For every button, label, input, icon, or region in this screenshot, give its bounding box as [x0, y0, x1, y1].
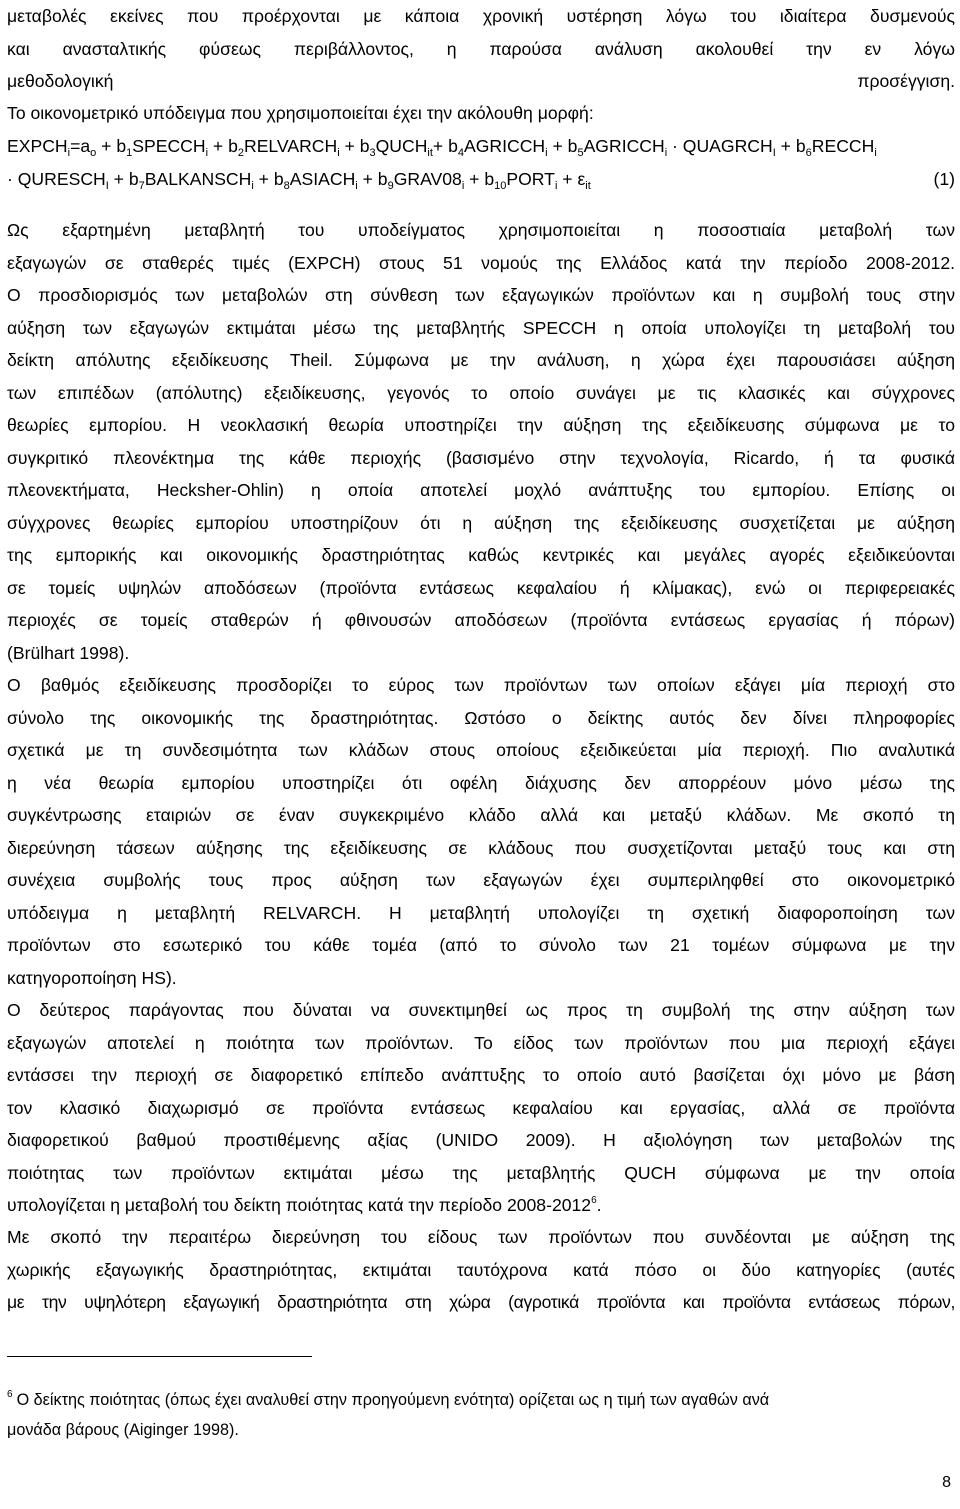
equation-term: + b: [208, 136, 238, 156]
equation-subscript: 6: [805, 147, 812, 159]
equation-term: GRAV08: [393, 169, 462, 189]
text-line: εξαγωγών σε σταθερές τιμές (EXPCH) στους 51 νομούς της Ελλάδος κατά την περίοδο 2008-2012.: [7, 252, 955, 273]
text-line: μεταβολές εκείνες που προέρχονται με κάποια χρονική υστέρηση λόγω του ιδιαίτερα δυσμενούς: [7, 6, 955, 26]
text-line: πλεονεκτήματα, Hecksher-Ohlin) η οποία αποτελεί μοχλό ανάπτυξης του εμπορίου. Επίσης οι: [7, 480, 955, 500]
equation-term: + b: [357, 169, 388, 189]
text-line: σε τομείς υψηλών αποδόσεων (προϊόντα εντάσεως κεφαλαίου ή κλίμακας), ενώ οι περιφερειακές: [7, 577, 955, 598]
equation-term: · QURESCH: [7, 169, 106, 189]
equation-subscript: 9: [387, 180, 394, 192]
text-line: και ανασταλτικής φύσεως περιβάλλοντος, η παρούσα ανάλυση ακολουθεί την εν λόγω: [7, 38, 955, 59]
equation-subscript: i: [337, 147, 340, 159]
text-segment: Ο δείκτης ποιότητας (όπως έχει αναλυθεί στην προηγούμενη ενότητα) ορίζεται ως η τιμή των αγαθών ανά: [16, 1391, 770, 1409]
text-line: εντάσσει την περιοχή σε διαφορετικό επίπεδο ανάπτυξης το οποίο αυτό βασίζεται όχι μόνο με βάση: [7, 1065, 955, 1085]
text-line: υπόδειγμα η μεταβλητή RELVARCH. Η μεταβλητή υπολογίζει τη σχετική διαφοροποίηση των: [7, 902, 955, 923]
equation-subscript: i: [461, 180, 465, 192]
text-line: περιοχές σε τομείς σταθερών ή φθινουσών αποδόσεων (προϊόντα εντάσεως εργασίας ή πόρων): [7, 610, 955, 630]
equation-subscript: i: [554, 180, 558, 192]
text-line: [7, 1189, 955, 1222]
equation-term: =a: [70, 136, 91, 156]
equation-subscript: 8: [283, 180, 290, 192]
text-line: σχετικά με τη συνδεσιμότητα των κλάδων στους οποίους εξειδικεύεται μία περιοχή. Πιο αναλυτικά: [7, 740, 955, 760]
equation-subscript: 2: [237, 147, 244, 159]
text-line: (Brülhart 1998).: [7, 642, 130, 663]
text-segment: υπολογίζεται η μεταβολή του δείκτη ποιότητας κατά την περίοδο 2008-2012: [7, 1195, 592, 1215]
text-line: χωρικής εξαγωγικής δραστηριότητας, εκτιμάται ταυτόχρονα κατά πόσο οι δύο κατηγορίες (αυτές: [7, 1259, 955, 1280]
equation-term: AGRICCH: [464, 136, 546, 156]
text-line: Με σκοπό την περαιτέρω διερεύνηση του είδους των προϊόντων που συνδέονται με αύξηση της: [7, 1227, 955, 1247]
paragraph-body-4: [7, 1221, 955, 1319]
text-line: δείκτη απόλυτης εξειδίκευσης Theil. Σύμφωνα με την ανάλυση, η χώρα έχει παρουσιάσει αύξηση: [7, 350, 955, 370]
text-line: διερεύνηση τάσεων αύξησης της εξειδίκευσης σε κλάδους που συσχετίζονται μεταξύ τους και στη: [7, 837, 955, 858]
equation-term: AGRICCH: [583, 136, 665, 156]
footnote-reference[interactable]: 6: [591, 1195, 597, 1206]
equation-subscript: i: [251, 180, 254, 192]
equation-term: SPECCH: [132, 136, 206, 156]
equation-subscript: 7: [138, 180, 145, 192]
text-line: των επιπέδων (απόλυτης) εξειδίκευσης, γεγονός το οποίο συνάγει με τις κλασικές και σύγχρονες: [7, 382, 955, 403]
text-line: Ο βαθμός εξειδίκευσης προσδορίζει το εύρος των προϊόντων των οποίων εξάγει μία περιοχή στο: [7, 675, 955, 695]
text-line: σύνολο της οικονομικής της δραστηριότητας. Ωστόσο ο δείκτης αυτός δεν δίνει πληροφορίες: [7, 707, 955, 728]
equation-subscript: i: [67, 147, 71, 159]
paragraph-body-3: [7, 994, 955, 1222]
equation-subscript: i: [874, 147, 877, 159]
text-line: τον κλασικό διαχωρισμό σε προϊόντα εντάσεως κεφαλαίου και εργασίας, αλλά σε προϊόντα: [7, 1097, 955, 1118]
text-line: Ο δεύτερος παράγοντας που δύναται να συνεκτιμηθεί ως προς τη συμβολή της στην αύξηση των: [7, 1000, 955, 1020]
text-line: Το οικονομετρικό υπόδειγμα που χρησιμοποιείται έχει την ακόλουθη μορφή:: [7, 103, 594, 123]
equation-subscript: it: [427, 147, 433, 159]
equation-term: BALKANSCH: [144, 169, 252, 189]
text-line: αύξηση των εξαγωγών εκτιμάται μέσω της μεταβλητής SPECCH η οποία υπολογίζει τη μεταβολή του: [7, 317, 955, 338]
equation-subscript: 1: [126, 147, 133, 159]
footnote-line: [7, 1385, 955, 1415]
text-line: η νέα θεωρία εμπορίου υποστηρίζει ότι οφέλη διάχυσης δεν απορρέουν μόνο μέσω της: [7, 772, 955, 793]
text-line: συγκριτικό πλεονέκτημα της κάθε περιοχής (βασισμένο στην τεχνολογία, Ricardo, ή τα φυσικά: [7, 447, 955, 468]
text-line: διαφορετικού βαθμού προστιθέμενης αξίας (UNIDO 2009). Η αξιολόγηση των μεταβολών της: [7, 1130, 955, 1150]
paragraph-intro: [7, 0, 955, 98]
text-line: Ο προσδιορισμός των μεταβολών στη σύνθεση των εξαγωγικών προϊόντων και η συμβολή τους στην: [7, 285, 955, 305]
equation-subscript: i: [355, 180, 358, 192]
text-line: με την υψηλότερη εξαγωγική δραστηριότητα στη χώρα (αγροτικά προϊόντα και προϊόντα εντάσεως πόρων,: [7, 1292, 955, 1312]
equation-subscript: i: [205, 147, 209, 159]
text-line: σύγχρονες θεωρίες εμπορίου υποστηρίζουν ότι η αύξηση της εξειδίκευσης συσχετίζεται με αύξηση: [7, 512, 955, 533]
equation-term: + b: [339, 136, 370, 156]
equation-subscript: I: [772, 147, 776, 159]
equation-term: + b: [547, 136, 578, 156]
text-line: θεωρίες εμπορίου. Η νεοκλασική θεωρία υποστηρίζει την αύξηση της εξειδίκευσης σύμφωνα με το: [7, 415, 955, 435]
text-line: μεθοδολογική προσέγγιση.: [7, 71, 955, 91]
text-line: προϊόντων στο εσωτερικό του κάθε τομέα (από το σύνολο των 21 τομέων σύμφωνα με την: [7, 935, 955, 955]
equation-term: RELVARCH: [243, 136, 338, 156]
equation-term: + b: [253, 169, 284, 189]
text-line: συνέχεια συμβολής τους προς αύξηση των εξαγωγών έχει συμπεριληφθεί στο οικονομετρικό: [7, 870, 955, 890]
equation-term: + b: [96, 136, 127, 156]
text-line: Ως εξαρτημένη μεταβλητή του υποδείγματος χρησιμοποιείται η ποσοστιαία μεταβολή των: [7, 220, 955, 240]
equation-subscript: 10: [494, 180, 507, 192]
equation-subscript: 5: [577, 147, 584, 159]
equation-subscript: I: [105, 180, 109, 192]
footnote: [7, 1385, 955, 1445]
equation-term: + b: [464, 169, 495, 189]
equation-line-2: [7, 163, 955, 196]
text-line: εξαγωγών αποτελεί η ποιότητα των προϊόντων. Το είδος των προϊόντων που μια περιοχή εξάγει: [7, 1032, 955, 1053]
equation-term: + ε: [557, 169, 586, 189]
equation-term: + b: [432, 136, 458, 156]
equation-number: (1): [933, 169, 955, 189]
equation-term: ASIACH: [289, 169, 356, 189]
equation-subscript: i: [545, 147, 548, 159]
text-line: της εμπορικής και οικονομικής δραστηριότητας καθώς κεντρικές και μεγάλες αγορές εξειδικεύονται: [7, 545, 955, 565]
equation-term: + b: [108, 169, 139, 189]
text-line: κατηγοροποίηση HS).: [7, 967, 177, 988]
equation-line-1: [7, 130, 955, 163]
paragraph-body-1: [7, 214, 955, 669]
text-line: ποιότητας των προϊόντων εκτιμάται μέσω της μεταβλητής QUCH σύμφωνα με την οποία: [7, 1162, 955, 1183]
text-line: συγκέντρωσης εταιριών σε έναν συγκεκριμένο κλάδο αλλά και μεταξύ κλάδων. Με σκοπό τη: [7, 805, 955, 825]
equation-subscript: 4: [457, 147, 464, 159]
footnote-line: μονάδα βάρους (Aiginger 1998).: [7, 1421, 239, 1439]
equation-term: RECCH: [811, 136, 875, 156]
equation-term: QUCH: [375, 136, 428, 156]
equation-subscript: 3: [369, 147, 376, 159]
equation-term: · QUAGRCH: [667, 136, 773, 156]
text-segment: .: [596, 1195, 602, 1215]
equation-subscript: o: [90, 147, 97, 159]
paragraph-body-2: [7, 669, 955, 994]
footnote-mark: 6: [7, 1389, 13, 1400]
equation-term: PORT: [506, 169, 555, 189]
paragraph-model-intro: [7, 97, 955, 130]
equation-subscript: it: [585, 180, 591, 192]
page-number: 8: [942, 1474, 951, 1491]
equation-term: EXPCH: [7, 136, 68, 156]
equation-term: + b: [775, 136, 806, 156]
footnote-divider: [7, 1356, 312, 1357]
equation-subscript: i: [664, 147, 668, 159]
